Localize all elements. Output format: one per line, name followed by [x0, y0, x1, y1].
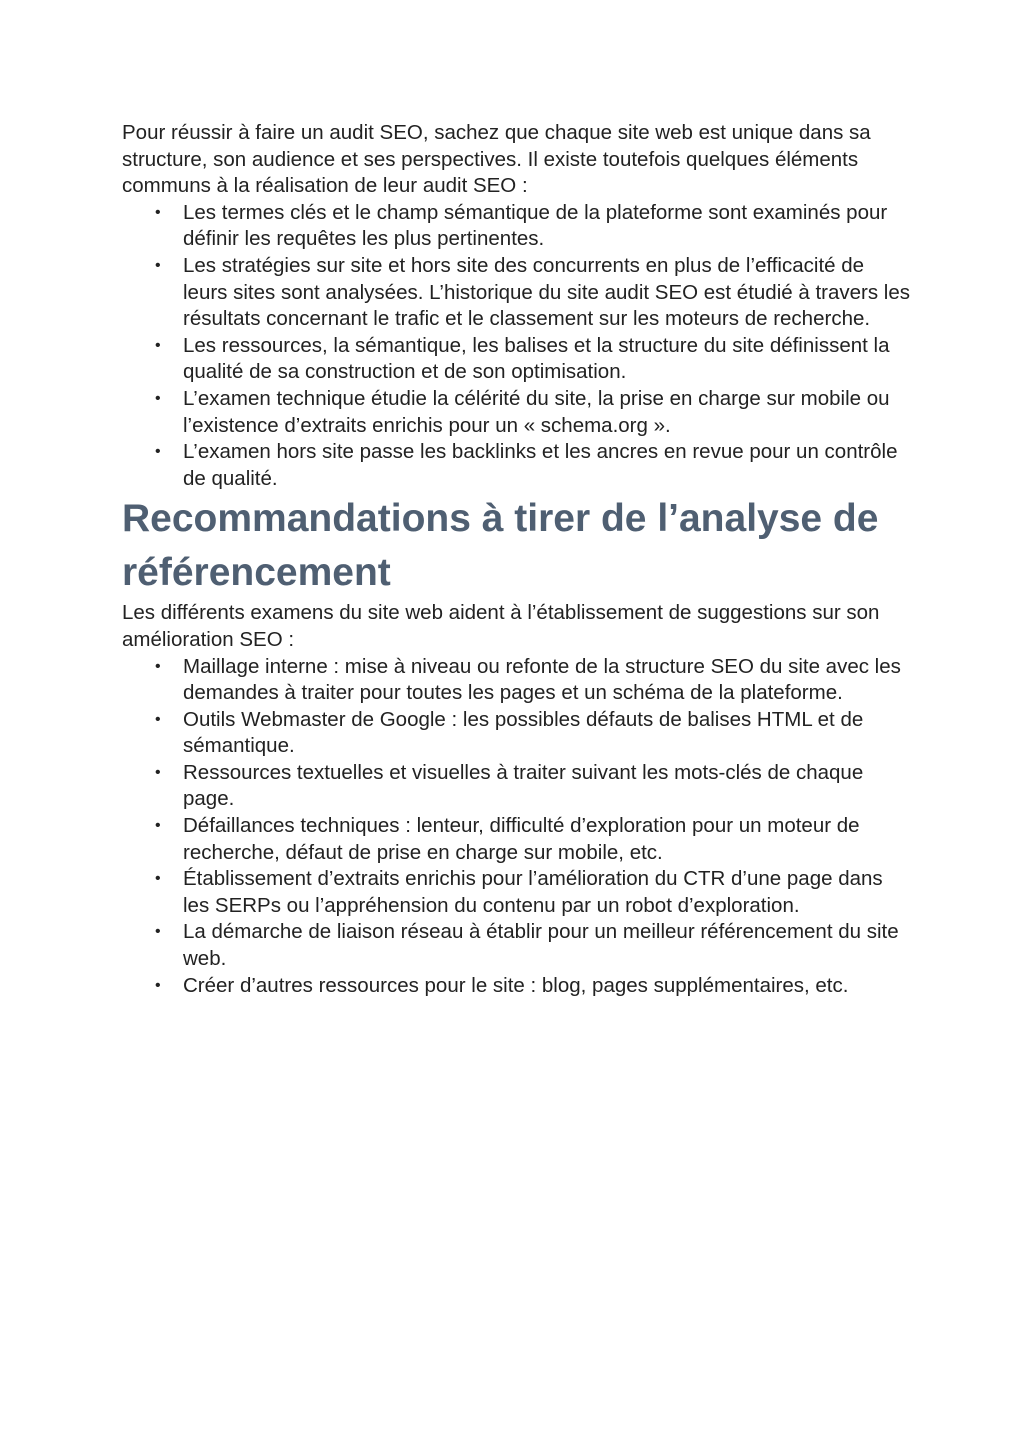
section-paragraph: Les différents examens du site web aident à l’établissement de suggestions sur son amélioration SEO : [122, 601, 880, 651]
document-page [122, 120, 912, 999]
list-item [122, 253, 912, 333]
list-item-text: Les ressources, la sémantique, les balises et la structure du site définissent la qualité de sa construction et de son optimisation. [183, 333, 890, 384]
bullet-icon: • [155, 203, 161, 221]
bullet-icon: • [155, 870, 161, 888]
bullet-icon: • [155, 923, 161, 941]
bullet-icon: • [155, 710, 161, 728]
list-item-text: L’examen hors site passe les backlinks et les ancres en revue pour un contrôle de qualité. [183, 440, 898, 490]
recommendations-list [122, 654, 912, 1000]
list-item [122, 813, 912, 866]
list-item [122, 200, 912, 253]
bullet-icon: • [155, 763, 161, 781]
bullet-icon: • [155, 657, 161, 675]
list-item-text: L’examen technique étudie la célérité du site, la prise en charge sur mobile ou l’existence d’extraits enrichis pour un « schema.org ». [183, 386, 890, 437]
section-heading: Recommandations à tirer de l’analyse de référencement [122, 497, 879, 595]
list-item-text: Les stratégies sur site et hors site des concurrents en plus de l’efficacité de leurs sites sont analysées. L’historique du site audit SEO est étudié à travers les résultats concernant le trafic et le classement sur les moteurs de recherche. [183, 253, 910, 331]
list-item [122, 973, 912, 1000]
list-item-text: Établissement d’extraits enrichis pour l’amélioration du CTR d’une page dans les SERPs ou l’appréhension du contenu par un robot d’exploration. [183, 867, 883, 917]
list-item [122, 386, 912, 439]
bullet-icon: • [155, 817, 161, 835]
audit-elements-list [122, 200, 912, 493]
list-item-text: Ressources textuelles et visuelles à traiter suivant les mots-clés de chaque page. [183, 760, 864, 811]
list-item [122, 707, 912, 760]
intro-paragraph: Pour réussir à faire un audit SEO, sachez que chaque site web est unique dans sa structure, son audience et ses perspectives. Il existe toutefois quelques éléments communs à la réalisation de leur audit SEO : [122, 121, 871, 198]
list-item-text: Outils Webmaster de Google : les possibles défauts de balises HTML et de sémantique. [183, 707, 864, 758]
bullet-icon: • [155, 256, 161, 274]
list-item [122, 866, 912, 919]
bullet-icon: • [155, 443, 161, 461]
list-item-text: Les termes clés et le champ sémantique de la plateforme sont examinés pour définir les requêtes les plus pertinentes. [183, 200, 888, 251]
list-item [122, 333, 912, 386]
list-item [122, 654, 912, 707]
bullet-icon: • [155, 336, 161, 354]
list-item-text: Maillage interne : mise à niveau ou refonte de la structure SEO du site avec les demandes à traiter pour toutes les pages et un schéma de la plateforme. [183, 654, 901, 705]
bullet-icon: • [155, 976, 161, 994]
list-item [122, 919, 912, 972]
bullet-icon: • [155, 389, 161, 407]
list-item-text: Créer d’autres ressources pour le site : blog, pages supplémentaires, etc. [183, 973, 849, 997]
list-item [122, 760, 912, 813]
list-item-text: La démarche de liaison réseau à établir pour un meilleur référencement du site web. [183, 920, 899, 971]
list-item-text: Défaillances techniques : lenteur, difficulté d’exploration pour un moteur de recherche, défaut de prise en charge sur mobile, etc. [183, 814, 860, 864]
list-item [122, 439, 912, 492]
